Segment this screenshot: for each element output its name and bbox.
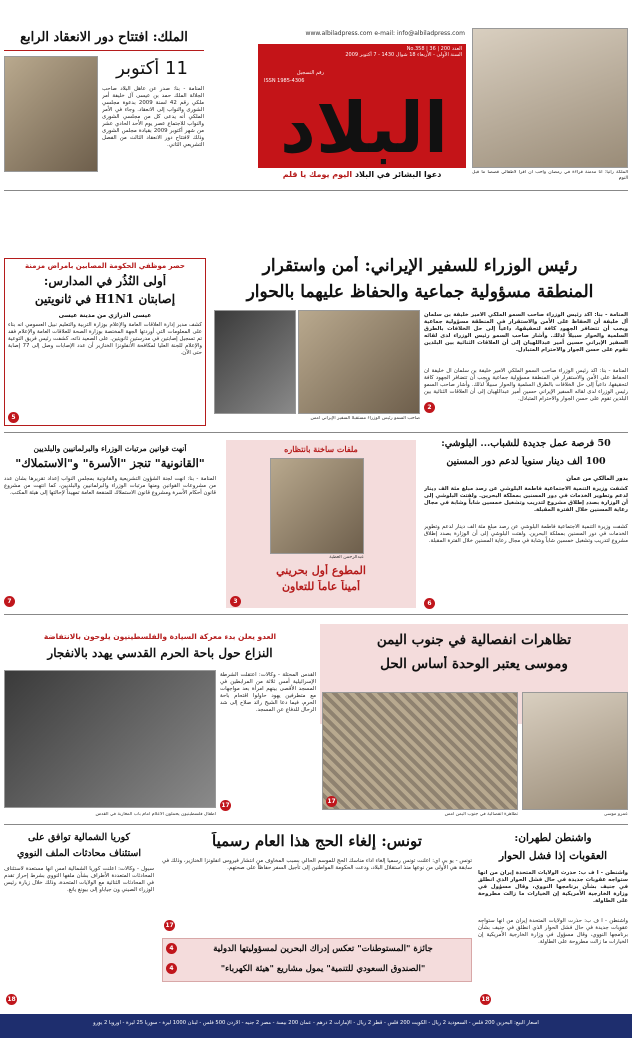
page-badge[interactable]: 4: [166, 943, 177, 954]
h1n1-headline-2: إصابتان H1N1 في ثانويتين: [34, 292, 176, 306]
korea-headline-1: كوريا الشمالية توافق على: [27, 832, 131, 843]
page-badge[interactable]: 3: [230, 596, 241, 607]
divider: [4, 190, 628, 191]
promo-2[interactable]: "الصندوق السعودي للتنمية" يمول مشاريع "هيئة الكهرباء": [220, 964, 426, 974]
tunis-headline: تونس: إلغاء الحج هذا العام رسمياً: [212, 832, 422, 850]
iran-headline-1: واشنطن لطهران:: [514, 832, 592, 844]
footer-prices: أسعار البيع: البحرين 200 فلس - السعودية 2 ريال - الكويت 200 فلس - قطر 2 ريال - الإمارات 2 درهم - عمان 200 بيسة - مصر 2 جنيه - الأردن 500 فلس - لبنان 1000 ليرة - سوريا 25 ليرة - أوروبا 2 يورو: [93, 1020, 539, 1026]
salaries-subhead: "القانونية" تنجز "الأسرة" و"الاستملاك": [15, 456, 205, 470]
quds-kicker: العدو يعلن بدء معركة السيادة والفلسطينيون يلوحون بالانتفاضة: [43, 632, 277, 641]
iran-body-lead: واشنطن - أ ف ب: حذرت الولايات المتحدة إيران من أنها ستواجه عقوبات جديدة في حال فشل الحوار الذي انطلق في جنيف بشأن برنامجها النووي، وقال مسؤول في وزارة الخارجية الأمريكية إن الخيارات ما زالت مطروحة على الطاولة.: [478, 870, 628, 904]
korea-body: سيول - وكالات: أعلنت كوريا الشمالية أمس أنها مستعدة لاستئناف المحادثات المتعددة الأطراف بشأن ملفها النووي بشرط إحراز تقدم في المحادثات الثنائية مع الولايات المتحدة، وذلك خلال زيارة رئيس الوزراء الصيني ون جياباو إلى بيونغ يانغ.: [4, 866, 154, 893]
page-badge[interactable]: 5: [8, 412, 19, 423]
divider: [4, 432, 628, 433]
iran-headline-2: العقوبات إذا فشل الحوار: [498, 850, 608, 862]
h1n1-body: كشف مدير إدارة العلاقات العامة والإعلام بوزارة التربية والتعليم نبيل العسومي أنه بناء على المعلومات التي أوردتها الجهة المختصة بوزارة الصحة للعلاقات العامة والإعلام فقد تم تسجيل إصابتين في مدرستين ثانويتين. على الصعيد ذاته، كشفت رئيس فريق التوعية والإعلام للجنة العليا لمكافحة الأنفلونزا الخنازير أن عدد الإصابات وصل إلى 77 إصابة حتى الآن.: [8, 322, 202, 356]
pm-body: المنامة - بنا: أكد رئيس الوزراء صاحب السمو الملكي الأمير خليفة بن سلمان آل خليفة أن الحفاظ على الأمن والاستقرار في المنطقة مسؤولية جماعية ويجب أن تتضافر الجهود كافة لتحقيقها، داعياً إلى حل الخلافات بالطرق السلمية والحوار سبيلاً لذلك. وأشار صاحب السمو رئيس الوزراء لدى لقائه السفير الإيراني حسين أمير عبداللهيان إلى أن العلاقات الثنائية بين البلدين تقوم على حسن الجوار والاحترام المتبادل.: [424, 368, 628, 402]
queen-caption: الملكة رانيا: أنا مدمنة قراءة في رمضان وأحب أن أقرأ لأطفالي قصصاً ما قبل النوم: [472, 170, 628, 181]
issue-info: العدد No.358 | 36 | 200 السنة الأولى - الأربعاء 18 شوال 1430 - 7 أكتوبر 2009: [345, 46, 462, 58]
yemen-headline-2: وموسى يعتبر الوحدة أساس الحل: [380, 656, 568, 672]
divider: [4, 50, 204, 51]
jobs-body: كشفت وزيرة التنمية الاجتماعية فاطمة البلوشي عن رصد مبلغ مئة ألف دينار لدعم وتطوير الخدمات في دور المسنين بمملكة البحرين. ولفتت البلوشي إلى أن الوزارة بصدد إطلاق مشروع لتدريب وتشغيل خمسين شاباً وشابة في مجال رعاية المسنين خلال الفترة المقبلة.: [424, 524, 628, 544]
pm-headline-1: رئيس الوزراء للسفير الإيراني: أمن واستقرار: [262, 256, 578, 276]
king-date: 11 أكتوبر: [116, 58, 188, 79]
page-badge[interactable]: 4: [166, 963, 177, 974]
pm-body-lead: المنامة - بنا: أكد رئيس الوزراء صاحب السمو الملكي الأمير خليفة بن سلمان آل خليفة أن الحفاظ على الأمن والاستقرار في المنطقة مسؤولية جماعية ويجب أن تتضافر الجهود كافة لتحقيقها، داعياً إلى حل الخلافات بالطرق السلمية والحوار سبيلاً لذلك. وأشار صاحب السمو رئيس الوزراء لدى لقائه السفير الإيراني حسين أمير عبداللهيان إلى أن العلاقات الثنائية بين البلدين تقوم على حسن الجوار والاحترام المتبادل.: [424, 312, 628, 353]
page-badge[interactable]: 17: [327, 798, 336, 805]
pm-headline-2: المنطقة مسؤولية جماعية والحفاظ عليهما بالحوار: [246, 282, 594, 302]
website-line: [256, 30, 468, 44]
divider: [4, 824, 628, 825]
reg-label: رقم التسجيل: [296, 70, 324, 76]
masthead-logo: البلاد: [280, 87, 448, 169]
page-badge[interactable]: 7: [4, 596, 15, 607]
h1n1-author: عيسى الدرازي من مدينة عيسى: [58, 312, 152, 319]
quds-headline: النزاع حول باحة الحرم القدسي يهدد بالانفجار: [47, 646, 273, 660]
tunis-body: تونس - يو بي آي: أعلنت تونس رسمياً إلغاء أداء مناسك الحج للموسم الحالي بسبب المخاوف من انتشار فيروس أنفلونزا الخنازير، وذلك في سابقة هي الأولى من نوعها منذ استقلال البلاد، ودعت الحكومة المواطنين إلى تأجيل السفر حفاظاً على صحتهم.: [162, 858, 472, 871]
issn: ISSN 1985-4306: [264, 78, 305, 84]
gcc-headline-1: المطوع أول بحريني: [276, 564, 366, 577]
page-badge[interactable]: 6: [424, 598, 435, 609]
pm-caption: صاحب السمو رئيس الوزراء مستقبلاً السفير الإيراني أمس: [310, 416, 420, 421]
yemen-headline-1: تظاهرات انفصالية في جنوب اليمن: [376, 632, 572, 648]
website[interactable]: www.albiladpress.com: [305, 30, 373, 37]
jobs-headline-2: 100 ألف دينار سنوياً لدعم دور المسنين: [446, 456, 606, 467]
yemen-caption: تظاهرة انفصالية في جنوب اليمن أمس: [444, 812, 518, 817]
moussa-photo: [522, 692, 628, 810]
divider: [4, 614, 628, 615]
price: 200: [440, 46, 451, 52]
quds-body: القدس المحتلة - وكالات: اعتقلت الشرطة الإسرائيلية أمس ثلاثة من المرابطين في المسجد الأقصى بينهم امرأة بعد مواجهات مع متطرفين يهود حاولوا اقتحام باحة الحرم، فيما دعا الشيخ رائد صلاح إلى شد الرحال للدفاع عن المسجد.: [220, 672, 316, 713]
king-body: المنامة - بنا: صدر عن عاهل البلاد صاحب الجلالة الملك حمد بن عيسى آل خليفة أمر ملكي رقم 42 لسنة 2009 بدعوة مجلسي الشورى والنواب إلى الانعقاد. وجاء في الأمر الملكي أنه يدعى كل من مجلسي الشورى والنواب للاجتماع عصر يوم الأحد الحادي عشر من شهر أكتوبر 2009 بقيادة مجلس الشورى وذلك لافتتاح دور الانعقاد الثالث من الفصل التشريعي الثاني.: [102, 86, 204, 148]
issue-date: الأربعاء 18 شوال 1430 - 7 أكتوبر 2009: [345, 52, 432, 58]
moussa-caption: عمرو موسى: [603, 812, 628, 817]
page-badge[interactable]: 2: [424, 402, 435, 413]
gcc-caption: عبدالرحمن العطية: [329, 555, 364, 560]
iran-body: واشنطن - أ ف ب: حذرت الولايات المتحدة إيران من أنها ستواجه عقوبات جديدة في حال فشل الحوار الذي انطلق في جنيف بشأن برنامجها النووي، وقال مسؤول في وزارة الخارجية الأمريكية إن الخيارات ما زالت مطروحة على الطاولة.: [478, 918, 628, 945]
h1n1-kicker: حصر موظفي الحكومة المصابين بأمراض مزمنة: [25, 262, 185, 270]
gcc-photo: [270, 458, 364, 554]
jobs-body-lead: كشفت وزيرة التنمية الاجتماعية فاطمة البلوشي عن رصد مبلغ مئة ألف دينار لدعم وتطوير الخدمات في دور المسنين بمملكة البحرين. ولفتت البلوشي إلى أن الوزارة بصدد إطلاق مشروع لتدريب وتشغيل خمسين شاباً وشابة في مجال رعاية المسنين خلال الفترة المقبلة.: [424, 486, 628, 513]
slogan-main: دعوا البشائر في البلاد: [354, 170, 442, 179]
email[interactable]: e-mail: info@albiladpress.com: [374, 30, 465, 37]
slogan: [258, 170, 466, 184]
footer-bar: [0, 1014, 632, 1038]
queen-photo: [472, 28, 628, 168]
page-badge[interactable]: 17: [221, 802, 230, 809]
king-photo: [4, 56, 98, 172]
pm-photo-1: [214, 310, 296, 414]
quds-caption: أطفال فلسطينيون يحملون الأعلام أمام باب المغاربة في القدس: [95, 812, 216, 817]
issue-number: No.358: [406, 46, 425, 52]
gcc-headline-2: أميناً عاماً للتعاون: [281, 580, 361, 593]
issue-year: السنة الأولى: [436, 52, 462, 58]
slogan-red: اليوم يومك يا قلم: [282, 170, 353, 179]
page-badge[interactable]: 17: [165, 922, 174, 929]
quds-photo: [4, 670, 216, 808]
hot-files: ملفات ساخنة بانتظاره: [284, 444, 358, 454]
promo-1[interactable]: جائزة "المستوطنات" تعكس إدراك البحرين لمسؤوليتها الدولية: [213, 944, 433, 954]
pages-count: 36: [429, 46, 436, 52]
pm-photo-2: [298, 310, 420, 414]
h1n1-headline-1: أولى النُذُر في المدارس:: [43, 274, 167, 288]
yemen-photo: [322, 692, 518, 810]
issue-label: العدد: [451, 46, 462, 52]
page-badge[interactable]: 18: [7, 996, 16, 1003]
jobs-headline-1: 50 فرصة عمل جديدة للشباب... البلوشي:: [441, 438, 611, 449]
korea-headline-2: استئناف محادثات الملف النووي: [16, 848, 142, 859]
salaries-body: المنامة - بنا: أنهت لجنة الشؤون التشريعية والقانونية بمجلس النواب إعداد تقريرها بشأن عدد من مشروعات القوانين ومنها مرتبات الوزراء والبرلمانيين والبلديين، كما انتهت من مشروع قانون أحكام الأسرة ومشروع قانون الاستملاك للمنفعة العامة تمهيداً لإحالتها إلى هيئة المكتب.: [4, 476, 216, 496]
salaries-headline: أنهت قوانين مرتبات الوزراء والبرلمانيين والبلديين: [33, 444, 187, 453]
jobs-byline: بدور المالكي من عمان: [566, 476, 628, 482]
page-badge[interactable]: 18: [481, 996, 490, 1003]
king-headline: الملك: افتتاح دور الانعقاد الرابع: [20, 30, 188, 45]
